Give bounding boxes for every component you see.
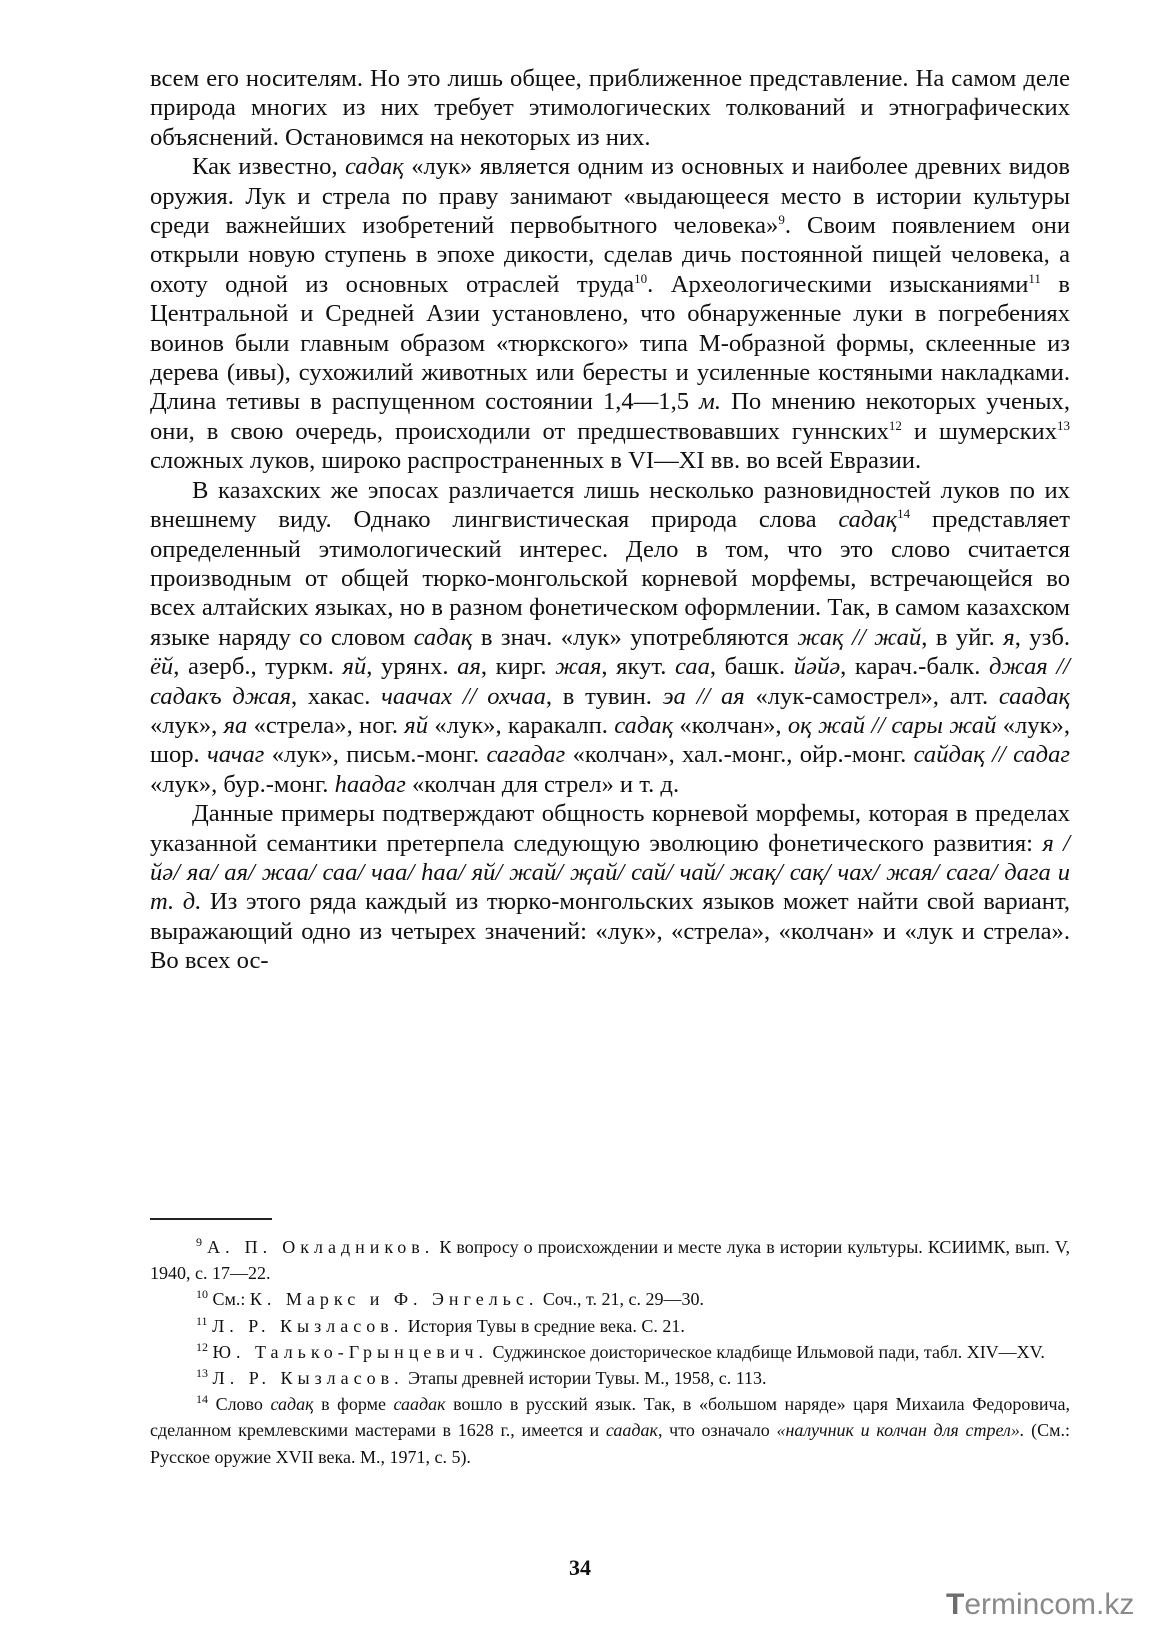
text-run: садақ bbox=[344, 153, 404, 181]
footnote-ref-14[interactable]: 14 bbox=[897, 506, 911, 522]
text-run: Слово bbox=[215, 1394, 271, 1415]
text-run: «колчан для стрел» и т. д. bbox=[405, 770, 680, 798]
text-run: (См.: Русское оружие XVII века. М., 1971, с. 5). bbox=[150, 1420, 1070, 1467]
text-run: сагадаг bbox=[486, 741, 566, 769]
text-run: эа // ая bbox=[662, 682, 745, 710]
footnotes bbox=[150, 1234, 1070, 1470]
text-run: . Археологическими изысканиями bbox=[647, 270, 1029, 298]
footnote-10 bbox=[150, 1286, 1070, 1312]
text-run: Соч., т. 21, с. 29—30. bbox=[538, 1289, 704, 1310]
text-run: ёй bbox=[150, 653, 174, 681]
footnote-divider bbox=[150, 1218, 272, 1220]
text-run: По мнению некоторых ученых, они, в свою очередь, происходили от предшествовавших гуннских bbox=[150, 388, 1070, 445]
footnote-author: Л. Р. Кызласов. bbox=[212, 1315, 404, 1336]
text-run: , в уйг. bbox=[921, 623, 1004, 651]
text-run: , азерб., туркм. bbox=[173, 653, 343, 681]
text-run: Как известно, bbox=[192, 153, 345, 181]
text-run: жақ // жай bbox=[797, 623, 922, 651]
footnote-author: Л. Р. Кызласов. bbox=[212, 1368, 404, 1389]
footnote-number: 11 bbox=[196, 1313, 208, 1328]
text-run: «колчан», bbox=[673, 711, 788, 739]
paragraph-1 bbox=[150, 64, 1070, 152]
text-run: чачаг bbox=[207, 741, 265, 769]
paragraph-3 bbox=[150, 476, 1070, 799]
text-run: «лук-самострел», алт. bbox=[744, 682, 999, 710]
text-run: , башк. bbox=[709, 653, 794, 681]
text-run: джая // садакъ джая bbox=[150, 653, 1070, 710]
footnote-number: 14 bbox=[196, 1392, 208, 1407]
text-run: в Центральной и Средней Азии установлено, что обнаруженные луки в погребениях воинов были главным образом «тюркского» типа М-образной формы, склеенные из дерева (ивы), сухожилий животных или бересты и усиленные костяными накладками. Длина тетивы в распущенном состоянии 1,4—1,5 bbox=[150, 270, 1070, 416]
text-run: садақ bbox=[614, 711, 674, 739]
text-run: оқ жай // сары жай bbox=[787, 711, 997, 739]
footnote-author: А. П. Окладников. bbox=[207, 1237, 435, 1257]
footnote-ref-13[interactable]: 13 bbox=[1057, 417, 1071, 433]
text-run: садақ bbox=[413, 623, 473, 651]
text-run: См.: bbox=[212, 1289, 250, 1310]
footnote-number: 10 bbox=[196, 1287, 208, 1302]
footnote-number: 12 bbox=[196, 1339, 208, 1354]
text-run: яй bbox=[342, 653, 367, 681]
text-run: , хакас. bbox=[291, 682, 382, 710]
text-run: , узб. bbox=[1014, 623, 1070, 651]
footnote-author: Ю. Талько-Грынцевич. bbox=[212, 1341, 489, 1362]
text-run: «колчан», хал.-монг., ойр.-монг. bbox=[565, 741, 914, 769]
footnote-number: 9 bbox=[196, 1235, 202, 1249]
text-run: яа bbox=[223, 711, 248, 739]
text-run: и шумерских bbox=[901, 417, 1058, 445]
text-run: яй bbox=[404, 711, 429, 739]
footnote-ref-10[interactable]: 10 bbox=[634, 270, 648, 286]
text-run: ая bbox=[457, 653, 481, 681]
text-run: «лук», bbox=[150, 711, 224, 739]
footnote-14 bbox=[150, 1391, 1070, 1470]
text-run: «стрела», ног. bbox=[247, 711, 405, 739]
site-watermark: Termincom.kz bbox=[946, 1588, 1135, 1621]
footnote-12 bbox=[150, 1339, 1070, 1365]
text-run: История Тувы в средние века. С. 21. bbox=[403, 1315, 685, 1336]
text-run: саа bbox=[675, 653, 710, 681]
paragraph-4 bbox=[150, 799, 1070, 975]
text-run: м. bbox=[699, 388, 721, 416]
text-run: в форме bbox=[313, 1394, 394, 1415]
footnote-author: К. Маркс и Ф. Энгельс. bbox=[249, 1289, 539, 1310]
text-run: Данные примеры подтверждают общность корневой морфемы, которая в пределах указанной семантики претерпела следующую эволюцию фонетического развития: bbox=[150, 800, 1070, 857]
footnote-number: 13 bbox=[196, 1366, 208, 1381]
page-number: 34 bbox=[569, 1555, 591, 1580]
footnote-ref-11[interactable]: 11 bbox=[1028, 270, 1041, 286]
paragraph-2 bbox=[150, 152, 1070, 475]
text-run: чаачах // охчаа bbox=[381, 682, 546, 710]
footnote-11 bbox=[150, 1313, 1070, 1339]
text-run: Этапы древней истории Тувы. М., 1958, с. 113. bbox=[403, 1368, 767, 1389]
text-run: жая bbox=[555, 653, 602, 681]
text-run: , урянх. bbox=[366, 653, 458, 681]
text-run: , якут. bbox=[601, 653, 676, 681]
footnote-13 bbox=[150, 1365, 1070, 1391]
text-run: садақ bbox=[270, 1394, 314, 1415]
text-run: вошло в русский язык. Так, в «большом наряде» царя Михаила Федоровича, сделанном кремлевскими мастерами в 1628 г., имеется и bbox=[150, 1394, 1070, 1441]
text-run: я bbox=[1003, 623, 1015, 651]
text-run: «налучник и колчан для стрел». bbox=[776, 1420, 1025, 1441]
text-run: я / йә/ яа/ ая/ жаа/ саа/ чаа/ һаа/ яй/ жай/ җай/ сай/ чай/ жақ/ сақ/ чах/ жая/ сага/ дага и т. д. bbox=[150, 829, 1070, 916]
text-run: В казахских же эпосах различается лишь несколько разновидностей луков по их внешнему виду. Однако лингвистическая природа слова bbox=[150, 476, 1070, 534]
text-run: . Своим появлением они открыли новую ступень в эпохе дикости, сделав дичь постоянной пищей человека, а охоту одной из основных отраслей труда bbox=[150, 212, 1071, 298]
text-run: йәйә bbox=[793, 653, 841, 681]
footnote-9 bbox=[150, 1234, 1070, 1286]
text-run: , кирг. bbox=[480, 653, 556, 681]
text-run: садақ bbox=[838, 506, 898, 534]
text-run: Суджинское доисторическое кладбище Ильмовой пади, табл. XIV—XV. bbox=[488, 1341, 1045, 1362]
text-run: Из этого ряда каждый из тюрко-монгольских языков может найти свой вариант, выражающий одно из четырех значений: «лук», «стрела», «колчан» и «лук и стрела». Во всех ос- bbox=[150, 888, 1070, 975]
text-run: «лук», каракалп. bbox=[428, 711, 615, 739]
text-run: һаадаг bbox=[334, 770, 406, 798]
text-run: представляет определенный этимологический интерес. Дело в том, что это слово считается производным от общей тюрко-монгольской корневой морфемы, встречающейся во всех алтайских языках, но в разном фонетическом оформлении. Так, в самом казахском языке наряду со словом bbox=[150, 506, 1070, 651]
text-run: сайдақ // садаг bbox=[913, 741, 1070, 769]
text-run: «лук» является одним из основных и наиболее древних видов оружия. Лук и стрела по праву занимают «выдающееся место в истории культуры среди важнейших изобретений первобытного человека» bbox=[150, 153, 1070, 240]
text-run: , карач.-балк. bbox=[840, 653, 989, 681]
footnote-ref-12[interactable]: 12 bbox=[888, 417, 902, 433]
text-run: саадак bbox=[393, 1394, 446, 1415]
text-run: , что означало bbox=[657, 1420, 777, 1441]
text-run: саадак bbox=[605, 1420, 658, 1441]
text-run: саадақ bbox=[998, 682, 1071, 710]
text-run: в знач. «лук» употребляются bbox=[472, 623, 798, 651]
footnote-ref-9[interactable]: 9 bbox=[778, 212, 785, 228]
text-run: К вопросу о происхождении и месте лука в истории культуры. КСИИМК, вып. V, 1940, с. 17—22. bbox=[150, 1237, 1071, 1284]
text-run: «лук», письм.-монг. bbox=[264, 741, 487, 769]
text-run: «лук», шор. bbox=[150, 711, 1070, 769]
text-run: , в тувин. bbox=[545, 682, 663, 710]
main-text bbox=[150, 64, 1070, 976]
text-run: сложных луков, широко распространенных в VI—XI вв. во всей Евразии. bbox=[150, 447, 922, 475]
text-run: всем его носителям. Но это лишь общее, приближенное представление. На самом деле природа многих из них требует этимологических толкований и этнографических объяснений. Остановимся на некоторых из них. bbox=[150, 65, 1070, 151]
text-run: «лук», бур.-монг. bbox=[150, 770, 335, 798]
